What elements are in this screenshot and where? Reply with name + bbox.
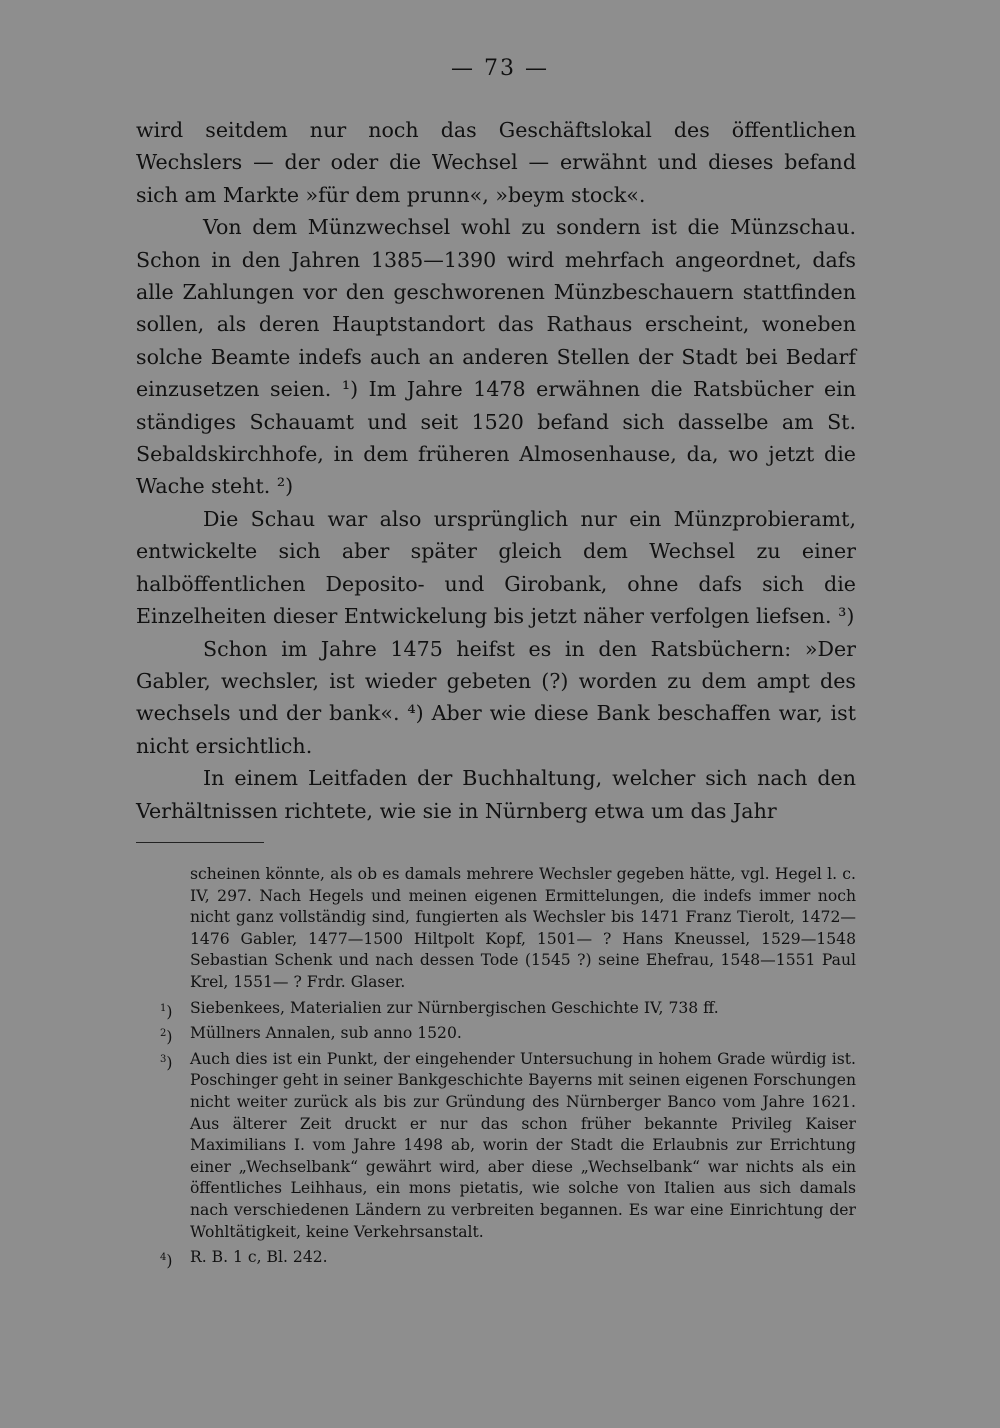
paragraph: Schon im Jahre 1475 heifst es in den Ratsbüchern: »Der Gabler, wechsler, ist wieder gebeten (?) worden zu dem ampt des wechsels und der bank«. ⁴) Aber wie diese Bank beschaffen war, ist nicht ersichtlich.	[136, 636, 856, 758]
footnote-text: R. B. 1 c, Bl. 242.	[190, 1248, 328, 1267]
footnote-text: Siebenkees, Materialien zur Nürnbergischen Geschichte IV, 738 ff.	[190, 998, 719, 1017]
footnote	[156, 1023, 856, 1045]
paragraph: In einem Leitfaden der Buchhaltung, welcher sich nach den Verhältnissen richtete, wie sie in Nürnberg etwa um das Jahr	[136, 766, 856, 823]
footnote	[156, 1247, 856, 1269]
paragraph: wird seitdem nur noch das Geschäftslokal des öffentlichen Wechslers — der oder die Wechsel — erwähnt und dieses befand sich am Markte »für dem prunn«, »beym stock«.	[136, 118, 856, 207]
footnotes	[156, 864, 856, 1273]
footnote	[156, 1049, 856, 1243]
page-number: — 73 —	[451, 56, 549, 81]
footnote-continuation	[156, 864, 856, 994]
paragraph: Von dem Münzwechsel wohl zu sondern ist die Münzschau. Schon in den Jahren 1385—1390 wird mehrfach angeordnet, dafs alle Zahlungen vor den geschworenen Münzbeschauern stattfinden sollen, als deren Hauptstandort das Rathaus erscheint, woneben solche Beamte indefs auch an anderen Stellen der Stadt bei Bedarf einzusetzen seien. ¹) Im Jahre 1478 erwähnen die Ratsbücher ein ständiges Schauamt und seit 1520 befand sich dasselbe am St. Sebaldskirchhofe, in dem früheren Almosenhause, da, wo jetzt die Wache steht. ²)	[136, 215, 856, 499]
footnote-divider	[136, 842, 264, 843]
main-text	[136, 114, 856, 827]
footnote	[156, 998, 856, 1020]
footnote-mark: $^2$)	[160, 1028, 173, 1047]
paragraph: Die Schau war also ursprünglich nur ein Münzprobieramt, entwickelte sich aber später gleich dem Wechsel zu einer halböffentlichen Deposito- und Girobank, ohne dafs sich die Einzelheiten dieser Entwickelung bis jetzt näher verfolgen liefsen. ³)	[136, 506, 856, 629]
footnote-text: Auch dies ist ein Punkt, der eingehender Untersuchung in hohem Grade würdig ist. Poschinger geht in seiner Bankgeschichte Bayerns mit seinen eigenen Forschungen nicht weiter zurück als bis zur Gründung des Nürnberger Banco vom Jahre 1621. Aus älterer Zeit druckt er nur das schon früher bekannte Privileg Kaiser Maximilians I. vom Jahre 1498 ab, worin der Stadt die Erlaubnis zur Errichtung einer „Wechselbank“ gewährt wird, aber diese „Wechselbank“ war nichts als ein öffentliches Leihhaus, ein mons pietatis, wie solche von Italien aus sich damals nach verschiedenen Ländern zu verbreiten begannen. Es war eine Einrichtung der Wohltätigkeit, keine Verkehrsanstalt.	[190, 1049, 856, 1241]
footnote-text: Müllners Annalen, sub anno 1520.	[190, 1024, 462, 1043]
footnote-mark: $^1$)	[160, 1002, 173, 1021]
footnote-mark: $^4$)	[160, 1252, 173, 1271]
footnote-mark: $^3$)	[160, 1053, 173, 1072]
footnote-text: scheinen könnte, als ob es damals mehrere Wechsler gegeben hätte, vgl. Hegel l. c. IV, 297. Nach Hegels und meinen eigenen Ermittelungen, die indefs immer noch nicht ganz vollständig sind, fungierten als Wechsler bis 1471 Franz Tierolt, 1472—1476 Gabler, 1477—1500 Hiltpolt Kopf, 1501— ? Hans Kneussel, 1529—1548 Sebastian Schenk und nach dessen Tode (1545 ?) seine Ehefrau, 1548—1551 Paul Krel, 1551— ? Frdr. Glaser.	[190, 865, 856, 991]
